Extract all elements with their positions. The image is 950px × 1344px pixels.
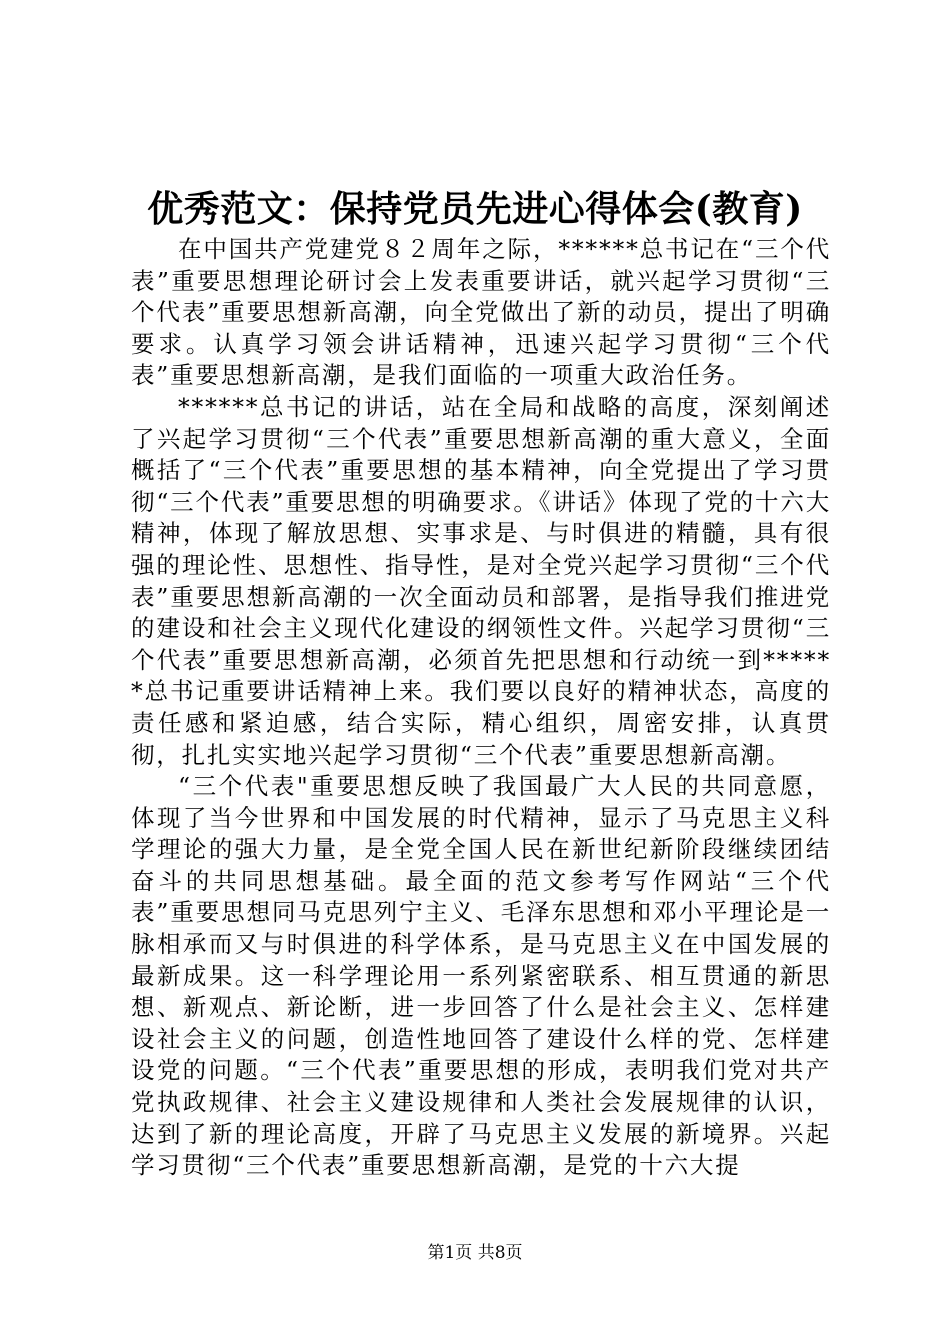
document-body	[131, 234, 831, 1182]
paragraph-2: ******总书记的讲话，站在全局和战略的高度，深刻阐述了兴起学习贯彻“三个代表”重要思想新高潮的重大意义，全面概括了“三个代表”重要思想的基本精神，向全党提出了学习贯彻“三个代表”重要思想的明确要求。《讲话》体现了党的十六大精神，体现了解放思想、实事求是、与时俱进的精髓，具有很强的理论性、思想性、指导性，是对全党兴起学习贯彻“三个代表”重要思想新高潮的一次全面动员和部署，是指导我们推进党的建设和社会主义现代化建设的纲领性文件。兴起学习贯彻“三个代表”重要思想新高潮，必须首先把思想和行动统一到******总书记重要讲话精神上来。我们要以良好的精神状态，高度的责任感和紧迫感，结合实际，精心组织，周密安排，认真贯彻，扎扎实实地兴起学习贯彻“三个代表”重要思想新高潮。	[131, 392, 831, 769]
page-number-footer: 第1页 共8页	[427, 1243, 523, 1263]
paragraph-1: 在中国共产党建党８２周年之际，******总书记在“三个代表”重要思想理论研讨会上发表重要讲话，就兴起学习贯彻“三个代表”重要思想新高潮，向全党做出了新的动员，提出了明确要求。认真学习领会讲话精神，迅速兴起学习贯彻“三个代表”重要思想新高潮，是我们面临的一项重大政治任务。	[131, 235, 831, 390]
paragraph-3: “三个代表"重要思想反映了我国最广大人民的共同意愿，体现了当今世界和中国发展的时代精神，显示了马克思主义科学理论的强大力量，是全党全国人民在新世纪新阶段继续团结奋斗的共同思想基础。最全面的范文参考写作网站“三个代表”重要思想同马克思列宁主义、毛泽东思想和邓小平理论是一脉相承而又与时俱进的科学体系，是马克思主义在中国发展的最新成果。这一科学理论用一系列紧密联系、相互贯通的新思想、新观点、新论断，进一步回答了什么是社会主义、怎样建设社会主义的问题，创造性地回答了建设什么样的党、怎样建设党的问题。“三个代表”重要思想的形成，表明我们党对共产党执政规律、社会主义建设规律和人类社会发展规律的认识，达到了新的理论高度，开辟了马克思主义发展的新境界。兴起学习贯彻“三个代表”重要思想新高潮，是党的十六大提	[131, 772, 831, 1180]
document-title: 优秀范文：保持党员先进心得体会(教育)	[147, 188, 803, 230]
